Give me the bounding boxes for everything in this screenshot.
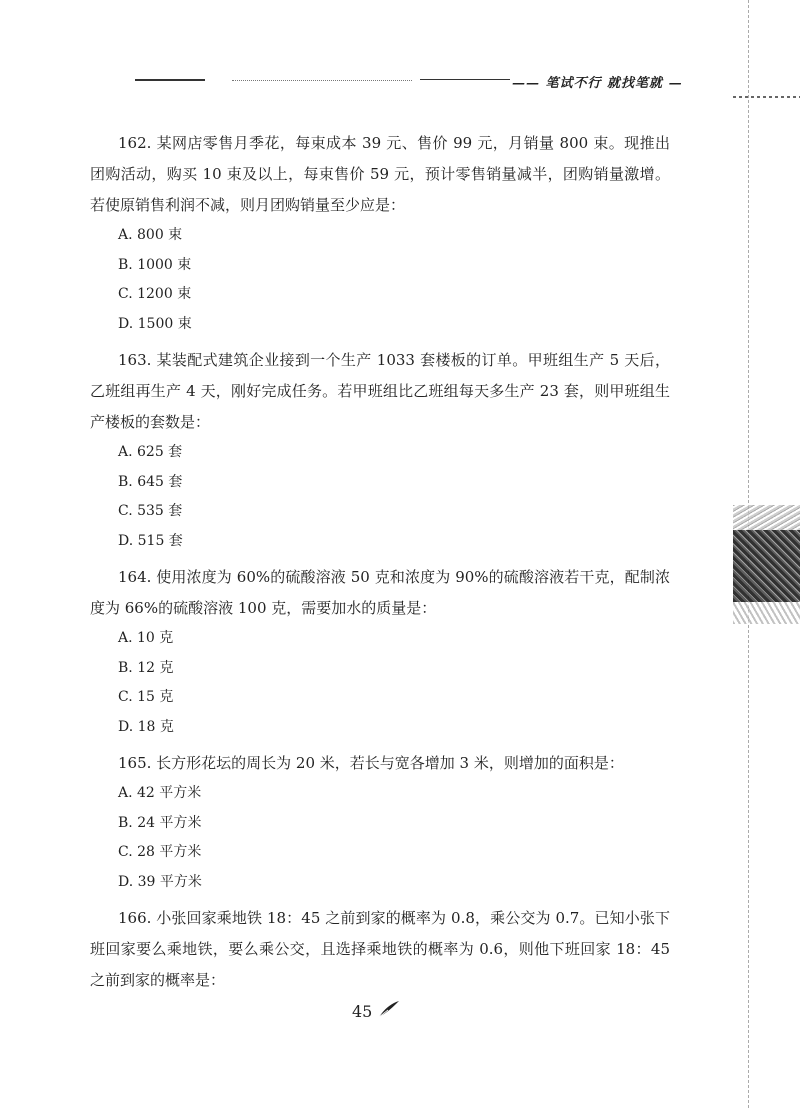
option-c: C. 28 平方米: [118, 844, 202, 860]
page-footer: [352, 1000, 400, 1022]
option-d: D. 39 平方米: [118, 873, 202, 890]
question-text: 162. 某网店零售月季花，每束成本 39 元、售价 99 元，月销量 800 束。现推出团购活动，购买 10 束及以上，每束售价 59 元，预计零售销量减半，团购销量激增。若使原销售利润不减，则月团购销量至少应是：: [90, 134, 670, 214]
header-rule-right: [420, 79, 510, 80]
option-c: C. 1200 束: [118, 286, 192, 302]
header-rule-dotted: [232, 80, 412, 81]
option-b: B. 1000 束: [118, 256, 192, 273]
option-a: A. 800 束: [118, 227, 183, 243]
option-c: C. 15 克: [118, 689, 174, 705]
option-list: [90, 779, 670, 897]
scan-artifact-dark: [733, 530, 800, 602]
question-164: [90, 562, 670, 742]
option-d: D. 1500 束: [118, 315, 192, 332]
option-list: [90, 221, 670, 339]
question-text: 166. 小张回家乘地铁 18：45 之前到家的概率为 0.8，乘公交为 0.7。已知小张下班回家要么乘地铁，要么乘公交，且选择乘地铁的概率为 0.6，则他下班回家 18：45 之前到家的概率是：: [90, 909, 670, 989]
option-b: B. 645 套: [118, 473, 183, 490]
question-162: [90, 128, 670, 339]
option-c: C. 535 套: [118, 503, 183, 519]
quill-pen-icon: [378, 1000, 400, 1022]
header-slogan: —— 笔试不行 就找笔就 —: [512, 76, 683, 91]
option-b: B. 12 克: [118, 659, 174, 676]
option-a: A. 625 套: [118, 444, 183, 460]
option-list: [90, 438, 670, 556]
option-a: A. 42 平方米: [118, 785, 202, 801]
question-166: [90, 903, 670, 996]
header-rule-left: [135, 79, 205, 81]
option-a: A. 10 克: [118, 630, 174, 646]
question-163: [90, 345, 670, 556]
page-number: 45: [352, 1001, 373, 1021]
option-d: D. 18 克: [118, 718, 174, 735]
question-text: 165. 长方形花坛的周长为 20 米，若长与宽各增加 3 米，则增加的面积是：: [118, 754, 624, 772]
question-list: [90, 128, 670, 1002]
question-165: [90, 748, 670, 897]
question-text: 163. 某装配式建筑企业接到一个生产 1033 套楼板的订单。甲班组生产 5 天后，乙班组再生产 4 天，刚好完成任务。若甲班组比乙班组每天多生产 23 套，则甲班组生产楼板的套数是：: [90, 351, 670, 431]
option-d: D. 515 套: [118, 532, 183, 549]
scan-artifact-top: [733, 505, 800, 530]
option-b: B. 24 平方米: [118, 814, 202, 831]
scan-artifact-bottom: [733, 602, 800, 624]
scan-artifact-strip: [733, 96, 800, 98]
option-list: [90, 624, 670, 742]
question-text: 164. 使用浓度为 60%的硫酸溶液 50 克和浓度为 90%的硫酸溶液若干克，配制浓度为 66%的硫酸溶液 100 克，需要加水的质量是：: [90, 568, 670, 617]
